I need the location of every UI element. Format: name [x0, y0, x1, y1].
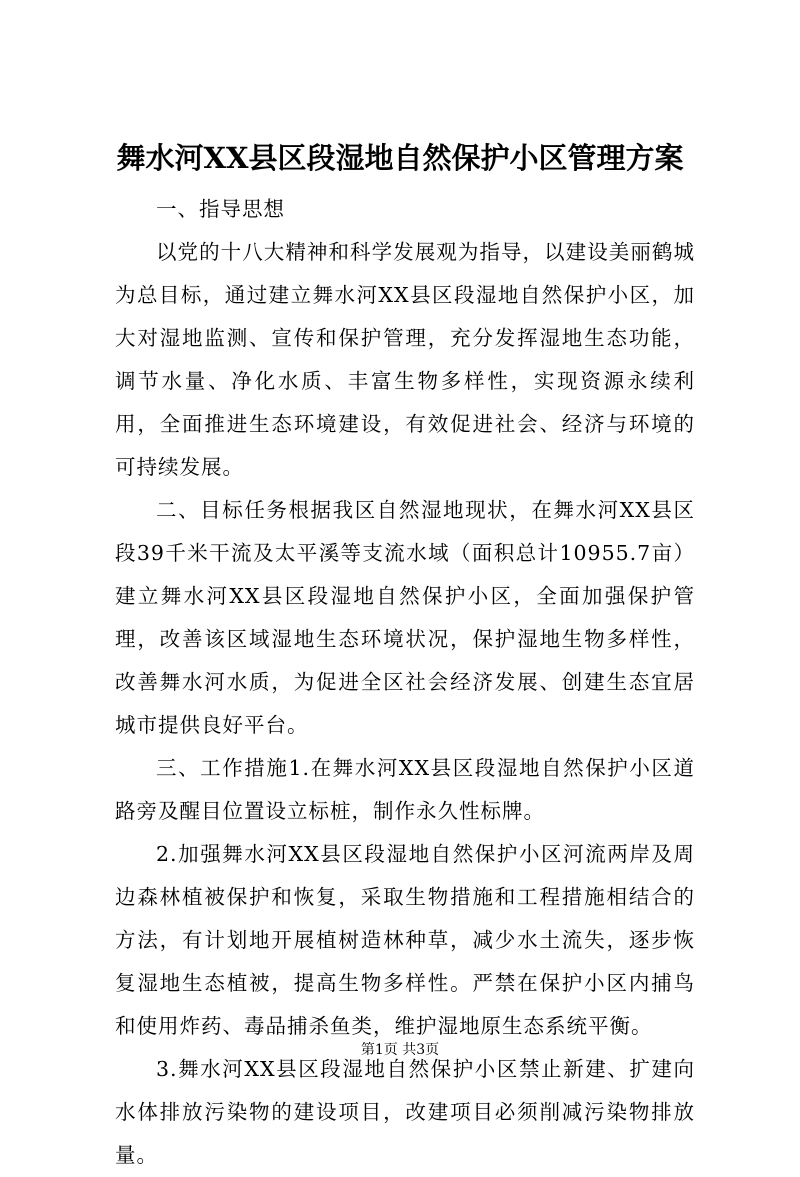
- section-heading-guiding-ideology: 一、指导思想: [156, 197, 285, 221]
- paragraph-guiding-ideology: 以党的十八大精神和科学发展观为指导，以建设美丽鹤城为总目标，通过建立舞水河XX县区段湿地自然保护小区，加大对湿地监测、宣传和保护管理，充分发挥湿地生态功能，调节水量、净化水质、丰富生物多样性，实现资源永续利用，全面推进生态环境建设，有效促进社会、经济与环境的可持续发展。: [115, 240, 695, 479]
- document-body: [115, 188, 695, 1177]
- page-number-footer: 第1页 共3页: [360, 1042, 440, 1058]
- paragraph-measure-1: 三、工作措施1.在舞水河XX县区段湿地自然保护小区道路旁及醒目位置设立标桩，制作永久性标牌。: [115, 756, 695, 823]
- paragraph-measure-3: 3.舞水河XX县区段湿地自然保护小区禁止新建、扩建向水体排放污染物的建设项目，改建项目必须削减污染物排放量。: [115, 1057, 695, 1167]
- document-title: 舞水河XX县区段湿地自然保护小区管理方案: [116, 141, 684, 175]
- paragraph-goals-tasks: 二、目标任务根据我区自然湿地现状，在舞水河XX县区段39千米干流及太平溪等支流水域（面积总计10955.7亩）建立舞水河XX县区段湿地自然保护小区，全面加强保护管理，改善该区域湿地生态环境状况，保护湿地生物多样性，改善舞水河水质，为促进全区社会经济发展、创建生态宜居城市提供良好平台。: [115, 498, 695, 737]
- paragraph-measure-2: 2.加强舞水河XX县区段湿地自然保护小区河流两岸及周边森林植被保护和恢复，采取生物措施和工程措施相结合的方法，有计划地开展植树造林种草，减少水土流失，逐步恢复湿地生态植被，提高生物多样性。严禁在保护小区内捕鸟和使用炸药、毒品捕杀鱼类，维护湿地原生态系统平衡。: [115, 842, 695, 1038]
